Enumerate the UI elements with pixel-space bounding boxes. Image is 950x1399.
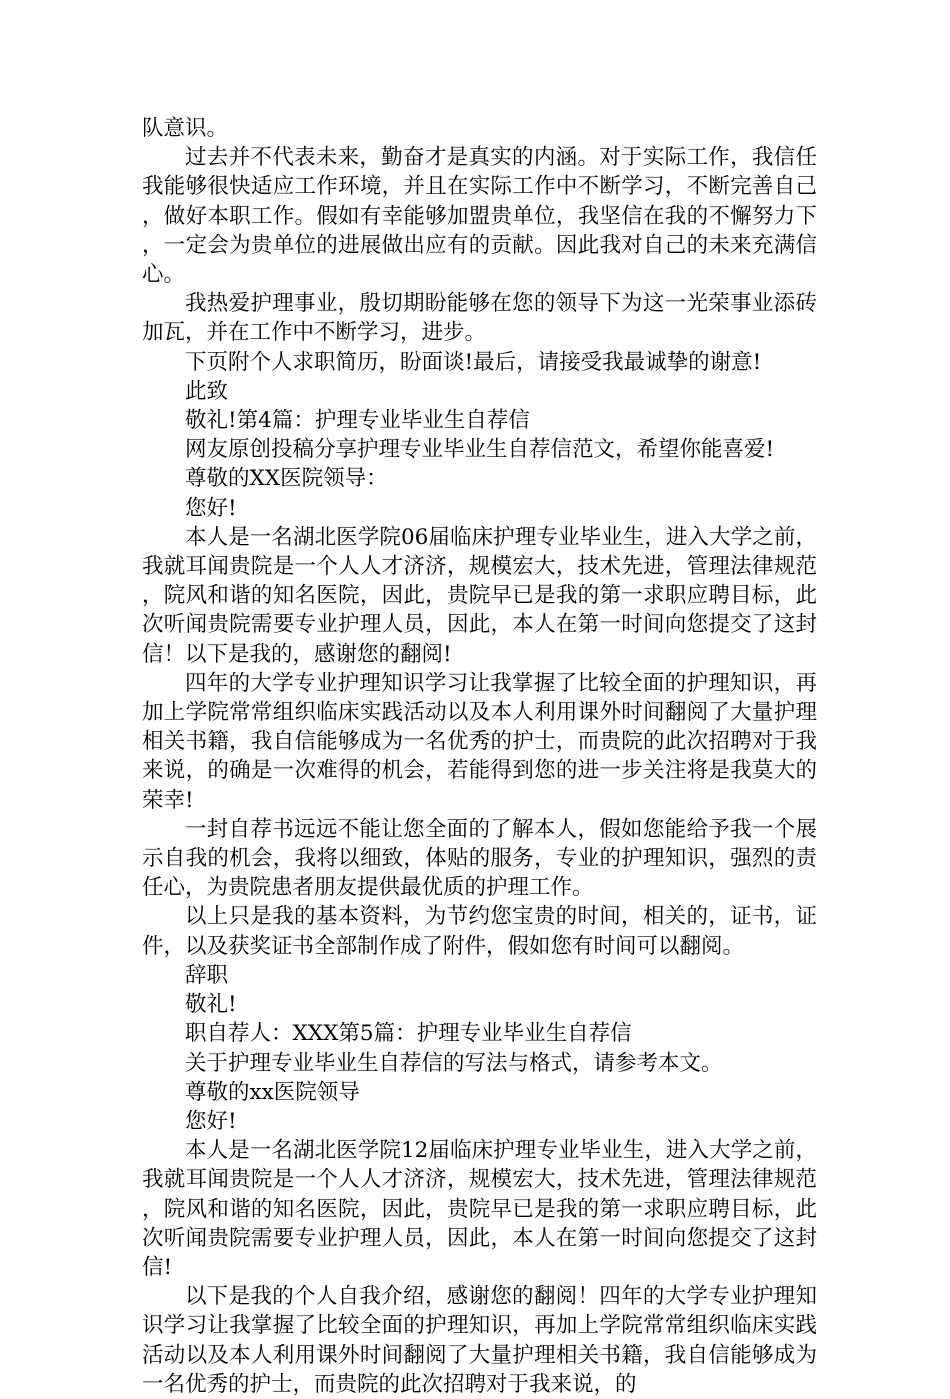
document-body xyxy=(142,114,817,1399)
paragraph: 下页附个人求职简历，盼面谈!最后，请接受我最诚挚的谢意! xyxy=(185,349,762,375)
paragraph: 本人是一名湖北医学院06届临床护理专业毕业生，进入大学之前，我就耳闻贵院是一个人人才济济，规模宏大，技术先进，管理法律规范，院风和谐的知名医院，因此，贵院早已是我的第一求职应聘目标，此次听闻贵院需要专业护理人员，因此，本人在第一时间向您提交了这封信！以下是我的，感谢您的翻阅! xyxy=(142,524,817,667)
paragraph: 本人是一名湖北医学院12届临床护理专业毕业生，进入大学之前，我就耳闻贵院是一个人人才济济，规模宏大，技术先进，管理法律规范，院风和谐的知名医院，因此，贵院早已是我的第一求职应聘目标，此次听闻贵院需要专业护理人员，因此，本人在第一时间向您提交了这封信! xyxy=(142,1138,817,1280)
paragraph: 队意识。 xyxy=(142,116,229,141)
paragraph: 以上只是我的基本资料，为节约您宝贵的时间，相关的，证书，证件，以及获奖证书全部制作成了附件，假如您有时间可以翻阅。 xyxy=(142,904,817,959)
paragraph: 关于护理专业毕业生自荐信的写法与格式，请参考本文。 xyxy=(185,1050,723,1076)
closing-salutation: 辞职 xyxy=(185,962,229,988)
paragraph: 一封自荐书远远不能让您全面的了解本人，假如您能给予我一个展示自我的机会，我将以细致，体贴的服务，专业的护理知识，强烈的责任心，为贵院患者朋友提供最优质的护理工作。 xyxy=(142,816,817,901)
letter-greeting: 您好! xyxy=(185,1108,237,1134)
paragraph: 四年的大学专业护理知识学习让我掌握了比较全面的护理知识，再加上学院常常组织临床实践活动以及本人利用课外时间翻阅了大量护理相关书籍，我自信能够成为一名优秀的护士，而贵院的此次招聘对于我来说，的确是一次难得的机会，若能得到您的进一步关注将是我莫大的荣幸! xyxy=(142,670,817,813)
paragraph: 网友原创投稿分享护理专业毕业生自荐信范文，希望你能喜爱! xyxy=(185,437,775,463)
section-heading: 职自荐人：XXX第5篇：护理专业毕业生自荐信 xyxy=(185,1021,632,1047)
letter-greeting: 尊敬的xx医院领导 xyxy=(185,1079,360,1105)
letter-greeting: 尊敬的XX医院领导： xyxy=(185,466,388,492)
closing-salutation: 此致 xyxy=(185,378,229,404)
paragraph: 以下是我的个人自我介绍，感谢您的翻阅！四年的大学专业护理知识学习让我掌握了比较全面的护理知识，再加上学院常常组织临床实践活动以及本人利用课外时间翻阅了大量护理相关书籍，我自信能够成为一名优秀的护士，而贵院的此次招聘对于我来说，的 xyxy=(142,1284,817,1397)
paragraph: 我热爱护理事业，殷切期盼能够在您的领导下为这一光荣事业添砖加瓦，并在工作中不断学习，进步。 xyxy=(142,291,817,346)
closing-salutation: 敬礼! xyxy=(185,992,237,1018)
paragraph: 过去并不代表未来，勤奋才是真实的内涵。对于实际工作，我信任我能够很快适应工作环境，并且在实际工作中不断学习，不断完善自己，做好本职工作。假如有幸能够加盟贵单位，我坚信在我的不懈努力下，一定会为贵单位的进展做出应有的贡献。因此我对自己的未来充满信心。 xyxy=(142,145,817,288)
letter-greeting: 您好! xyxy=(185,495,237,521)
section-heading: 敬礼!第4篇：护理专业毕业生自荐信 xyxy=(185,408,530,434)
